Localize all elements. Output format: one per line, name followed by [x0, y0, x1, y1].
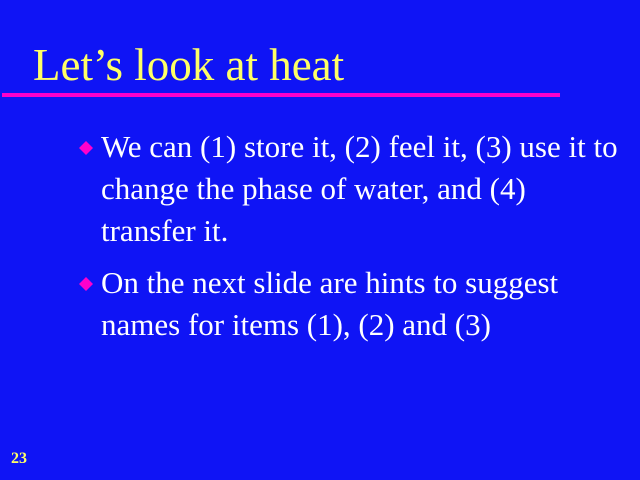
- bullet-text: On the next slide are hints to suggest names for items (1), (2) and (3): [101, 265, 559, 342]
- bullet-item: [79, 126, 624, 252]
- title-underline-divider: [2, 93, 560, 97]
- slide-title: Let’s look at heat: [33, 40, 345, 90]
- bullet-list: [79, 126, 624, 356]
- page-number: 23: [11, 450, 27, 467]
- bullet-text: We can (1) store it, (2) feel it, (3) use it to change the phase of water, and (4) transfer it.: [101, 129, 618, 248]
- bullet-item: [79, 262, 624, 346]
- diamond-bullet-icon: [79, 277, 93, 291]
- diamond-bullet-icon: [79, 141, 93, 155]
